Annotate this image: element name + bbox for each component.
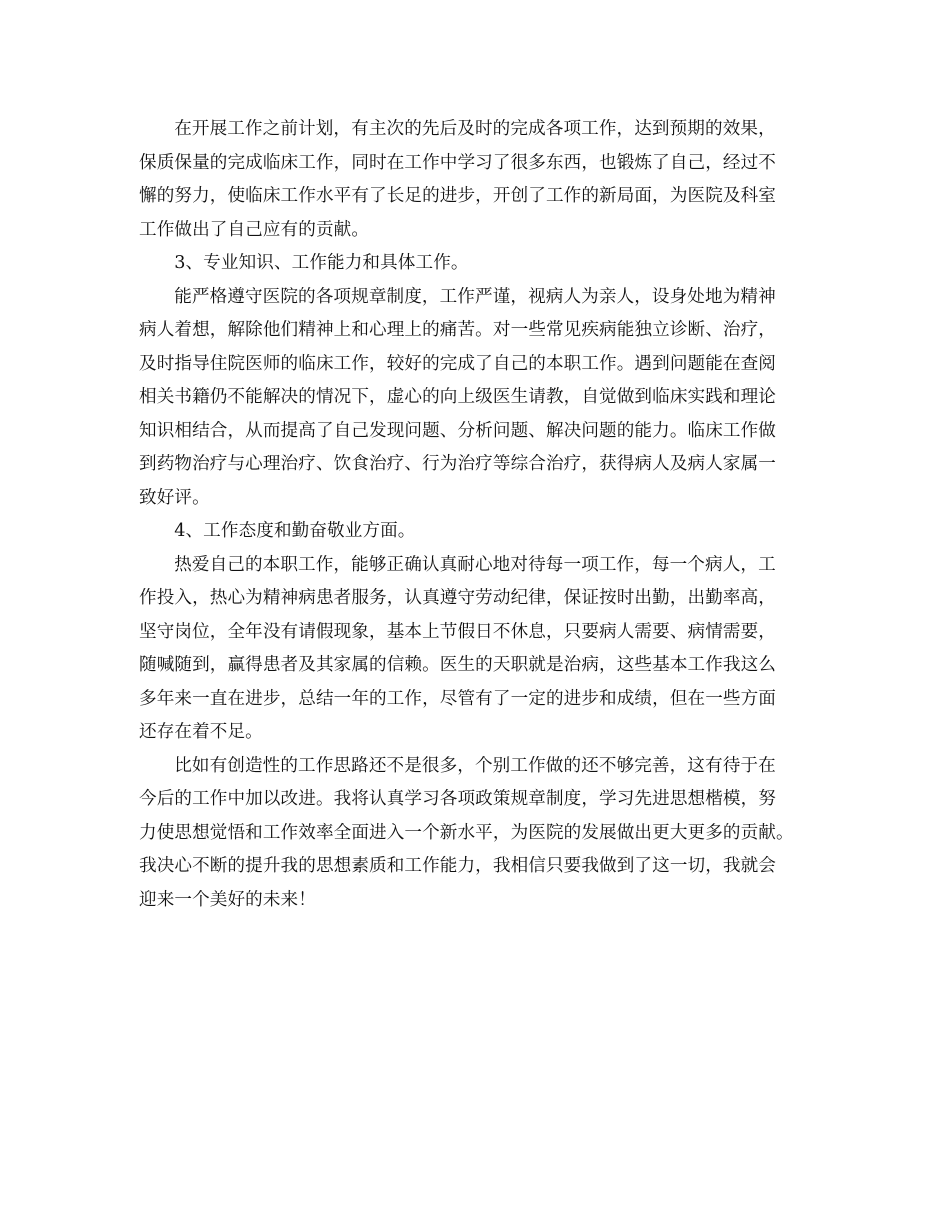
paragraph-line: 在开展工作之前计划，有主次的先后及时的完成各项工作，达到预期的效果， — [174, 119, 776, 139]
paragraph-line: 我决心不断的提升我的思想素质和工作能力，我相信只要我做到了这一切，我就会 — [139, 856, 776, 876]
heading-line: 3、专业知识、工作能力和具体工作。 — [174, 253, 469, 273]
document-body — [139, 113, 819, 917]
heading-line: 4、工作态度和勤奋敬业方面。 — [174, 521, 416, 541]
paragraph-line: 热爱自己的本职工作，能够正确认真耐心地对待每一项工作，每一个病人，工 — [174, 554, 776, 575]
paragraph-line: 能严格遵守医院的各项规章制度，工作严谨，视病人为亲人，设身处地为精神 — [174, 286, 776, 307]
paragraph-line: 还存在着不足。 — [139, 722, 263, 742]
paragraph-1 — [139, 113, 819, 247]
paragraph-line: 比如有创造性的工作思路还不是很多，个别工作做的还不够完善，这有待于在 — [174, 755, 776, 776]
paragraph-line: 随喊随到，赢得患者及其家属的信赖。医生的天职就是治病，这些基本工作我这么 — [139, 655, 776, 675]
paragraph-line: 知识相结合，从而提高了自己发现问题、分析问题、解决问题的能力。临床工作做 — [139, 420, 776, 441]
paragraph-line: 工作做出了自己应有的贡献。 — [139, 219, 370, 240]
paragraph-line: 多年来一直在进步，总结一年的工作，尽管有了一定的进步和成绩，但在一些方面 — [139, 688, 776, 709]
paragraph-line: 病人着想，解除他们精神上和心理上的痛苦。对一些常见疾病能独立诊断、治疗， — [139, 320, 776, 340]
section-heading-3 — [139, 247, 819, 281]
section-heading-4 — [139, 515, 819, 549]
paragraph-2 — [139, 281, 819, 516]
paragraph-line: 懈的努力，使临床工作水平有了长足的进步，开创了工作的新局面，为医院及科室 — [139, 186, 776, 206]
paragraph-3 — [139, 549, 819, 750]
paragraph-line: 作投入，热心为精神病患者服务，认真遵守劳动纪律，保证按时出勤，出勤率高， — [139, 588, 776, 608]
paragraph-line: 力使思想觉悟和工作效率全面进入一个新水平，为医院的发展做出更大更多的贡献。 — [139, 822, 794, 843]
paragraph-line: 今后的工作中加以改进。我将认真学习各项政策规章制度，学习先进思想楷模，努 — [139, 789, 776, 809]
paragraph-line: 迎来一个美好的未来！ — [139, 889, 316, 910]
paragraph-line: 相关书籍仍不能解决的情况下，虚心的向上级医生请教，自觉做到临床实践和理论 — [139, 387, 776, 407]
paragraph-line: 到药物治疗与心理治疗、饮食治疗、行为治疗等综合治疗，获得病人及病人家属一 — [139, 454, 776, 474]
paragraph-line: 致好评。 — [139, 487, 210, 508]
paragraph-4 — [139, 750, 819, 918]
paragraph-line: 坚守岗位，全年没有请假现象，基本上节假日不休息，只要病人需要、病情需要， — [139, 621, 776, 642]
paragraph-line: 保质保量的完成临床工作，同时在工作中学习了很多东西，也锻炼了自己，经过不 — [139, 152, 776, 173]
paragraph-line: 及时指导住院医师的临床工作，较好的完成了自己的本职工作。遇到问题能在查阅 — [139, 353, 776, 374]
